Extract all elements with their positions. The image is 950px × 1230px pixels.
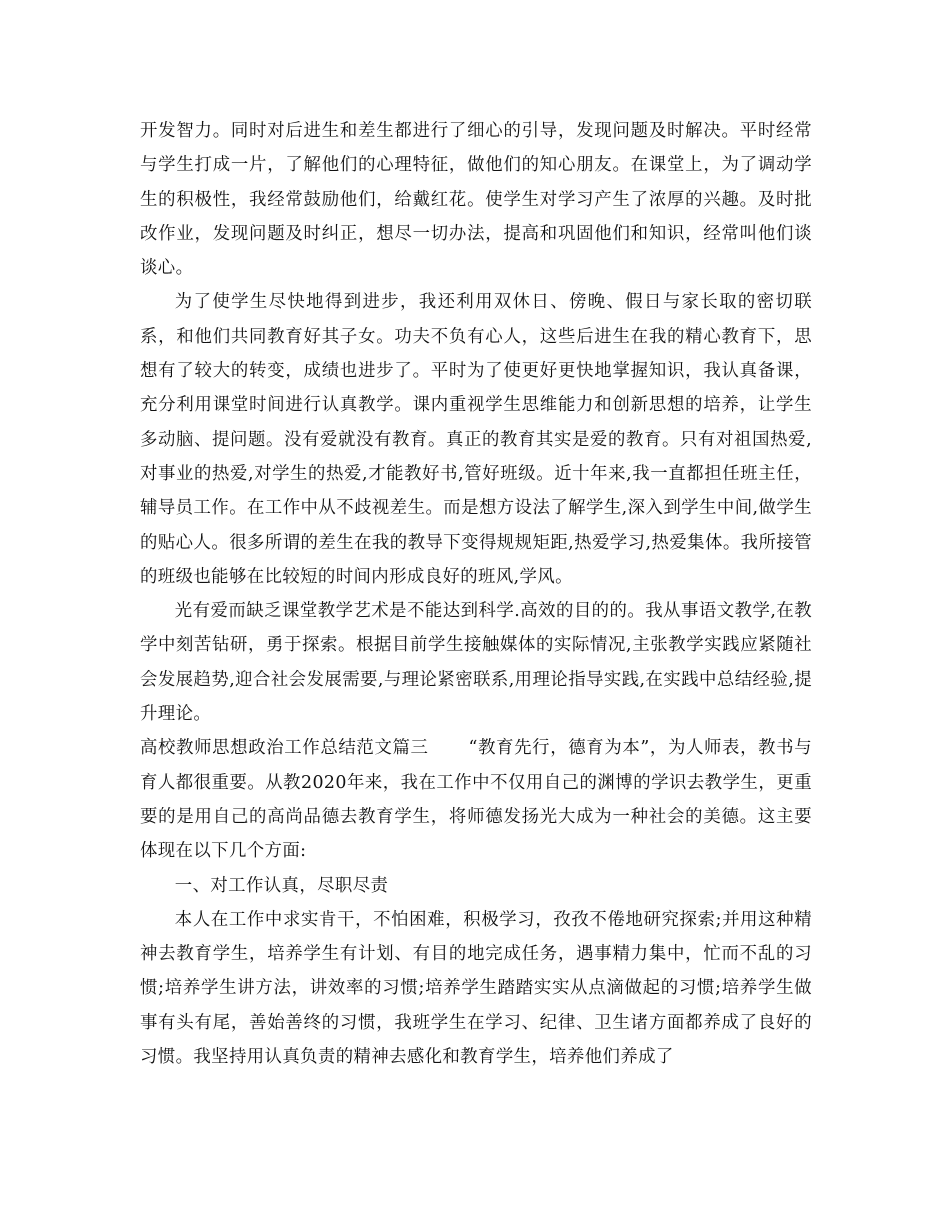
paragraph-progress: 为了使学生尽快地得到进步，我还利用双休日、傍晚、假日与家长取的密切联系，和他们共同教育好其子女。功夫不负有心人，这些后进生在我的精心教育下，思想有了较大的转变，成绩也进步了。平时为了使更好更快地掌握知识，我认真备课，充分利用课堂时间进行认真教学。课内重视学生思维能力和创新思想的培养，让学生多动脑、提问题。没有爱就没有教育。真正的教育其实是爱的教育。只有对祖国热爱,对事业的热爱,对学生的热爱,才能教好书,管好班级。近十年来,我一直都担任班主任，辅导员工作。在工作中从不歧视差生。而是想方设法了解学生,深入到学生中间,做学生的贴心人。很多所谓的差生在我的教导下变得规规矩距,热爱学习,热爱集体。我所接管的班级也能够在比较短的时间内形成良好的班风,学风。	[140, 292, 812, 587]
paragraph-continued: 开发智力。同时对后进生和差生都进行了细心的引导，发现问题及时解决。平时经常与学生打成一片，了解他们的心理特征，做他们的知心朋友。在课堂上，为了调动学生的积极性，我经常鼓励他们，给戴红花。使学生对学习产生了浓厚的兴趣。及时批改作业，发现问题及时纠正，想尽一切办法，提高和巩固他们和知识，经常叫他们谈谈心。	[140, 121, 812, 279]
subheading: 一、对工作认真，尽职尽责	[174, 875, 389, 896]
section-title: 高校教师思想政治工作总结范文篇三	[140, 738, 429, 759]
paragraph-work-attitude: 本人在工作中求实肯干，不怕困难，积极学习，孜孜不倦地研究探索;并用这种精神去教育学生，培养学生有计划、有目的地完成任务，遇事精力集中，忙而不乱的习惯;培养学生讲方法，讲效率的习惯;培养学生踏踏实实从点滴做起的习惯;培养学生做事有头有尾，善始善终的习惯，我班学生在学习、纪律、卫生诸方面都养成了良好的习惯。我坚持用认真负责的精神去感化和教育学生，培养他们养成了	[140, 909, 812, 1068]
section-intro: “教育先行，德育为本”，为人师表，教书与育人都很重要。从教2020年来，我在工作中不仅用自己的渊博的学识去教学生，更重要的是用自己的高尚品德去教育学生，将师德发扬光大成为一种社会的美德。这主要体现在以下几个方面:	[140, 738, 812, 862]
document-body	[140, 114, 812, 1074]
section-block	[140, 731, 812, 868]
paragraph-teaching-art: 光有爱而缺乏课堂教学艺术是不能达到科学.高效的目的的。我从事语文教学,在教学中刻苦钻研，勇于探索。根据目前学生接触媒体的实际情况,主张教学实践应紧随社会发展趋势,迎合社会发展需要,与理论紧密联系,用理论指导实践,在实践中总结经验,提升理论。	[140, 601, 812, 725]
